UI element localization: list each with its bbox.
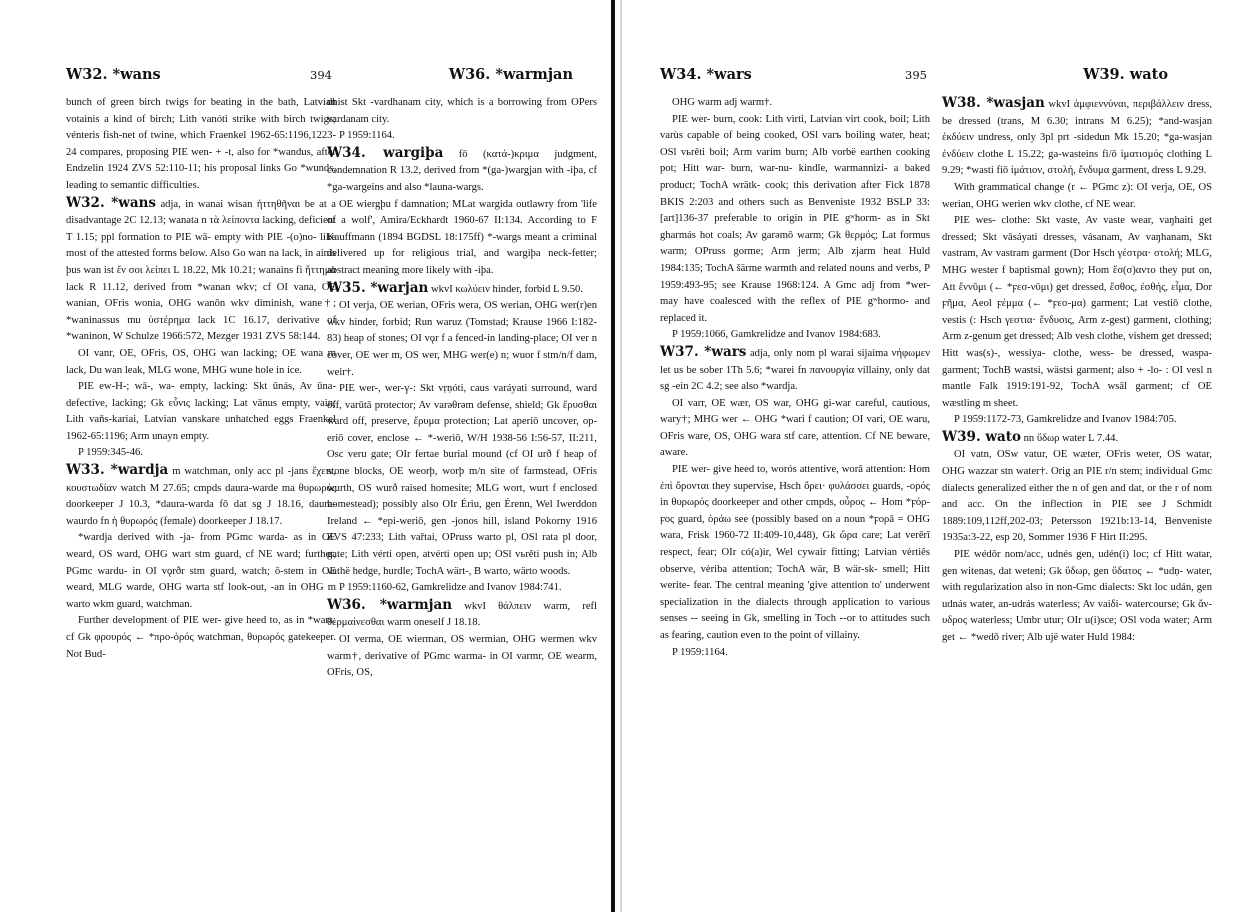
- paragraph: PIE wer- give heed to, worós attentive, worā attention: Hom ἐπὶ ὄρονται they supervise, Hsch ὄρει· φυλάσσει guards, -ορός in θυρωρός doorkeeper and other cmpds, οὖρος ← Hom *ϝόρ-ϝος guard, ὁράω see (possibly based on a noun *ϝορā = OHG wara, Frisk 1960-72 II:409-10,448), Gk ὥρα care; Lat verērī respect, fear; OIr có(a)ir, Wel cywair fitting; Latvian vèrtiês observe, vèriba attention; TochA wär, B wär-sk- smell; Hitt werite- fear. The central meaning 'give attention to' underwent specialization in the dialects through application to various senses -- seeing in Gk, smelling in Toch --or to attitudes such as fearing, caution even to the point of villainy.: [660, 464, 930, 641]
- paragraph: OE wiergþu f damnation; MLat wargida outlawry from 'life of a wolf', Amira/Eckhardt 1960-67 II:134. According to F Kauffmann (1894 BGDSL 18:175ff) *-wargs meant a criminal delivered up for religious trial, and wargiþa neck-fetter; abstract meaning more likely with -iþa.: [327, 198, 597, 276]
- paragraph: PIE wes- clothe: Skt vaste, Av vaste wear, vaŋhaiti get dressed; Skt vāsáyati dresses, vásanam, Av vaŋhanam, Skt vastram, Av vastram garment (Dor Hsch γέστρα· στολή; MLG, MHG wester f baptismal gown); Hom ἕσ(σ)αντο they put on, Att ἔννῡμι (← *ϝεσ-νῡμι) get dressed, ἔσθος, ἐσθής, εἶμα, Dor ϝῆμα, Aeol ϝέμμα (← *ϝεσ-μα) garment; Lat vestiō clothe, vestis (: Hsch γεστια· ἔνδυσις, Arm z-gest) garment, clothing; Arm z-genum get dressed; Alb vesh clothe, vishem get dressed; Hitt was(s)-, wessiya- clothe, wess- be dressed, waspa- garment; TochB wastsi, wästsi garment; also + -lo- : OI vesl n mantle Falk 1919:191-92, TochA wsāl garment; cf OE wæstling m sheet.: [942, 215, 1212, 409]
- right-header-left: W34. *wars: [660, 66, 752, 83]
- right-column-1: [660, 95, 930, 661]
- paragraph: OI varr, OE wær, OS war, OHG gi-war careful, cautious, wary†; MHG wer ← OHG *wari f caution; OI vari, OE waru, OFris ware, OS, OHG wara stf care, attention. Cf NE beware, aware.: [660, 397, 930, 459]
- paragraph: PIE wer- burn, cook: Lith vìrti, Latvian virt cook, boil; Lith varùs capable of being cooked, OSl varъ boiling water, heat; OSl vьrěti boil; Arm varim burn; Alb vorbë earthen cooking pot; Hitt war- burn, war-nu- kindle, warmannizi- a baked product; TochA wrätk- cook; this derivation after Fick 1878 BKIS 2:203 and others such as Benveniste 1932 BSLP 33:[art]136-37 preferable to origin in PIE gʷhorm- as in Skt gharmás hot coals; Av garəmō warm; Gk θερμός; Lat formus warm; OPruss gorme; Arm jerm; Alb zjarm heat Huld 1984:135; TochA šärme warmth and related nouns and verbs, P 1959:493-95; see Krause 1968:124. A Gmc adj from *wer- may have coalesced with the reflex of PIE gʷhormo- and replaced it.: [660, 113, 930, 324]
- paragraph: OI verma, OE wierman, OS wermian, OHG wermen wkv warm†, derivative of PGmc warma- in OI varmr, OE wearm, OFris, OS,: [327, 634, 597, 679]
- reference-line: P 1959:1160-62, Gamkrelidze and Ivanov 1984:741.: [339, 582, 562, 594]
- reference-line: P 1959:1164.: [339, 130, 395, 142]
- left-header-left: W32. *wans: [66, 66, 161, 83]
- right-running-header: [623, 66, 1246, 90]
- right-page-number: 395: [905, 68, 927, 82]
- dictionary-entry: W36. *warmjan wkvI θάλπειν warm, refl θερμαίνεσθαι warm oneself J 18.18.: [327, 596, 597, 629]
- dictionary-entry: W33. *wardja m watchman, only acc pl -jans ἔχειν, κουστωδίαν watch M 27.65; cmpds daura-warde ma θυρωρός doorkeeper J 10.3, *daura-warda fō dat sg J 18.16, daura-waurdo fn ἡ θυρωρός (female) doorkeeper J 18.17.: [66, 462, 336, 527]
- dictionary-entry: W37. *wars adja, only nom pl warai sijaima νήφωμεν let us be sober 1Th 5.6; *warei fn πανουργία villainy, only dat sg -ein 2C 4.2; see also *wardja.: [660, 343, 930, 393]
- paragraph: dhist Skt -vardhanam city, which is a borrowing from OPers vardanam city.: [327, 97, 597, 125]
- paragraph: OHG warm adj warm†.: [672, 97, 773, 108]
- headword: W37. *wars: [660, 343, 747, 360]
- left-running-header: [0, 66, 623, 90]
- paragraph: OI vanr, OE, OFris, OS, OHG wan lacking; OE wana m lack, Du wan leak, MLG wone, MHG wune hole in ice.: [66, 347, 336, 376]
- headword: W38. *wasjan: [942, 95, 1045, 111]
- left-header-right: W36. *warmjan: [448, 66, 573, 83]
- dictionary-entry: W35. *warjan wkvI κωλύειν hinder, forbid L 9.50.: [327, 279, 583, 296]
- paragraph: OI vatn, OSw vatur, OE wæter, OFris weter, OS watar, OHG wazzar stn water†. Orig an PIE r/n stem; individual Gmc dialects generalized either the n of gen and dat, or the r of nom and acc. On the inflection in PIE see J Schmidt 1889:109,112ff,202-03; Petersson 1921b:13-14, Benveniste 1935a:3-22, esp 20, Sommer 1936 F Hirt II:295.: [942, 449, 1212, 544]
- reference-line: P 1959:1172-73, Gamkrelidze and Ivanov 1984:705.: [954, 414, 1177, 426]
- headword: W34. wargiþa: [327, 144, 444, 161]
- right-header-right: W39. wato: [1083, 66, 1168, 83]
- headword: W35. *warjan: [327, 279, 429, 296]
- headword: W39. wato: [942, 428, 1021, 445]
- paragraph: *wardja derived with -ja- from PGmc warda- as in OE weard, OS ward, OHG wart stm guard, cf NE ward; further, PGmc wardu- in OI vǫrðr stm guard, watch; ō-stem in OE weard, MLG warde, OHG warta stf look-out, -an in OHG m warto wkm guard, watchman.: [66, 532, 336, 610]
- headword: W36. *warmjan: [327, 596, 453, 613]
- dictionary-entry: W32. *wans adja, in wanai wisan ἡττηθῆναι be at a disadvantage 2C 12.13; wanata n τὰ λείποντα lacking, deficient T 1.15; ppl formation to PIE wā- empty with PIE -(o)no- like most of the attested forms below. Also Go wan na lack, in ainis þus wan ist ἕν σοι λείπει L 18.22, Mk 10.21; wanains fi ἥττημα lack R 11.12, derived from *wanan wkv; cf OI vana, OE wanian, OFris wonia, OHG wanōn wkv diminish, wane†; *waninassus mu ὑστέρημα lack 1C 16.17, derivative of *waninon, W Schulze 1966:572, Mezger 1931 ZVS 58:144.: [66, 194, 336, 343]
- left-column-1: [66, 95, 336, 663]
- reference-line: P 1959:1066, Gamkrelidze and Ivanov 1984:683.: [672, 329, 881, 341]
- paragraph: OI verja, OE werian, OFris wera, OS werian, OHG wer(r)en wkv hinder, forbid; Run waruz (Tomstad; Krause 1966 I:182-83) heap of stones; OI vǫr f a fenced-in landing-place; OI ver n cover, OE wer m, OS wer, MHG wer(e) n; wuor f stm/n/f dam, weir†.: [327, 300, 597, 378]
- page-fold: [620, 0, 622, 912]
- dictionary-entry: W34. wargiþa fō (κατά-)κριμα judgment, condemnation R 13.2, derived from *(ga-)wargjan with -iþa, cf *ga-wargeins and also *launa-wargs.: [327, 144, 597, 193]
- paragraph: PIE wédōr nom/acc, udnés gen, udén(i) loc; cf Hitt watar, gen witenas, dat weteni; Gk ὕδωρ, gen ὕδατος ← *udṇ- water, with regularization also in non-Gmc dialects: Skt loc udán, gen udnás water, an-udrás waterless; Av vaiδi- watercourse; Gk ἄν-υδρος waterless; Umbr utur; OIr u(i)sce; OSl voda water; Arm get ← *wedō river; Alb ujë water Huld 1984:: [942, 549, 1212, 643]
- paragraph: PIE ew-H-; wā-, wa- empty, lacking: Skt ūnás, Av ūna- defective, lacking; Gk εὖνις lacking; Lat vānus empty, vain; Lith vaňs-kariai, Latvian vanskare unhatched eggs Fraenkel 1962-65:1196; Arm unayn empty.: [66, 381, 336, 442]
- paragraph: PIE wer-, wer-ү-: Skt vṛṇóti, caus varáyati surround, ward off, varūtā protector; Av varəθrəm defense, shield; Gk ἔρυσθαι ward off, preserve, ἔρυμα protection; Lat aperiō uncover, op-eriō cover, enclose ← *-weriō, W/H 1938-56 I:56-57, II:211, Osc veru gate; OIr fertae burial mound (cf OI urð f heap of stone blocks, OE weorþ, worþ m/n site of farmstead, OFris wurth, OS wurð raised homesite; MLG wort, wurt f enclosed homestead); possibly also OIr Ériu, gen Érenn, Wel Iwerddon Ireland ← *epi-weriō, gen -jonos hill, island Pokorny 1916 ZVS 47:233; Lith vařtai, OPruss warto pl, OSl rata pl door, gate; Lith vérti open, atvérti open up; OSl vьrěti push in; Alb vathë hedge, hurdle; TochA wärt-, B warto, wärto woods.: [327, 383, 597, 577]
- dictionary-entry: W38. *wasjan wkvI ἀμφιεννύναι, περιβάλλειν dress, be dressed (trans, M 6.30; intrans M 6.25); *and-wasjan ἐκδύειν undress, only 3pl prt -sidedun Mk 15.20; *ga-wasjan ἐνδύειν clothe L 15.22; ga-wasteins fi/ō ἱματισμός clothing L 9.29; *wasti fiō ἱμάτιον, στολή, ἔνδυμα garment, dress L 9.29.: [942, 95, 1212, 177]
- paragraph: bunch of green birch twigs for beating in the bath, Latvian votainis a kind of birch; Lith vanóti strike with birch twigs; vénteris fish-net of twine, which Fraenkel 1962-65:1196,1223-24 compares, proposing PIE wen- + -t, also for *wandus, after Endzelin 1924 ZVS 52:110-11; his proposal links Go *wunds, leading to semantic difficulties.: [66, 97, 336, 191]
- right-page: [623, 0, 1246, 912]
- paragraph: With grammatical change (r ← PGmc z): OI verja, OE, OS werian, OHG werien wkv clothe, cf NE wear.: [942, 181, 1212, 210]
- dictionary-entry: W39. wato nn ὕδωρ water L 7.44.: [942, 428, 1119, 445]
- book-spine: [611, 0, 615, 912]
- left-column-2: [327, 95, 597, 682]
- headword: W33. *wardja: [66, 462, 169, 479]
- right-column-2: [942, 95, 1212, 647]
- left-page-number: 394: [310, 68, 332, 82]
- reference-line: P 1959:1164.: [672, 646, 728, 658]
- paragraph: Further development of PIE wer- give heed to, as in *wars: cf Gk φρουρός ← *προ-ὁρός watchman, θυρωρός gatekeeper. Not Bud-: [66, 615, 336, 660]
- reference-line: P 1959:345-46.: [78, 447, 143, 459]
- headword: W32. *wans: [66, 194, 157, 211]
